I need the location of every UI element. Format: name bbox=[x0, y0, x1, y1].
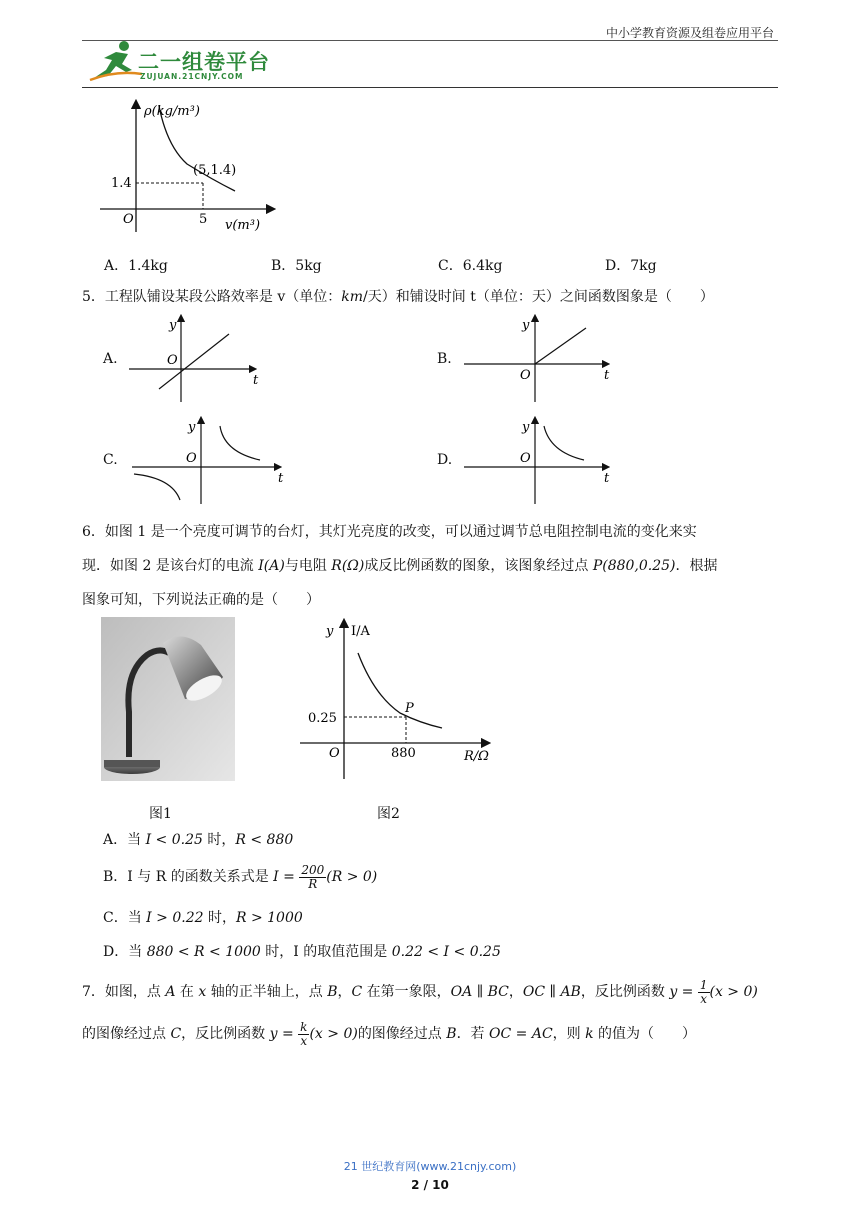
svg-text:O: O bbox=[520, 368, 531, 383]
q6-option-d[interactable]: D．当 880 < R < 1000 时，I 的取值范围是 0.22 < I < 0.25 bbox=[103, 944, 501, 960]
y-tick: 1.4 bbox=[111, 176, 132, 191]
origin-label: O bbox=[123, 212, 134, 227]
svg-text:y: y bbox=[522, 420, 530, 435]
x-tick: 880 bbox=[391, 746, 416, 761]
x-label: v(m³) bbox=[225, 218, 261, 233]
q4-option-d[interactable]: D．7kg bbox=[605, 258, 657, 274]
q5-graph-b[interactable] bbox=[460, 312, 620, 404]
q6-option-a[interactable]: A．当 I < 0.25 时，R < 880 bbox=[103, 832, 294, 848]
svg-text:t: t bbox=[604, 471, 610, 486]
q6-option-b[interactable]: B．I 与 R 的函数关系式是 I = $\frac{200}{R}$ (R > 0) bbox=[103, 862, 378, 891]
q5-graph-a[interactable] bbox=[125, 312, 270, 404]
fig2-caption: 图2 bbox=[377, 806, 400, 822]
q5-graph-c[interactable] bbox=[128, 414, 288, 506]
q5-option-c[interactable]: C. bbox=[103, 452, 118, 468]
svg-text:y: y bbox=[522, 318, 530, 333]
lamp-photo bbox=[101, 617, 235, 781]
header-divider bbox=[82, 87, 778, 88]
q5-graph-d[interactable] bbox=[460, 414, 620, 506]
q6-line3: 图象可知，下列说法正确的是（ ） bbox=[82, 592, 320, 608]
point-label: (5,1.4) bbox=[193, 163, 237, 178]
q6-line2: 现．如图 2 是该台灯的电流 I(A)与电阻 R(Ω)成反比例函数的图象，该图象经过点 P(880,0.25)．根据 bbox=[82, 558, 718, 574]
runner-logo-icon bbox=[86, 40, 146, 84]
logo-title: 二一组卷平台 bbox=[138, 50, 270, 74]
svg-text:t: t bbox=[604, 368, 610, 383]
q4-density-graph bbox=[95, 98, 285, 238]
svg-text:O: O bbox=[186, 451, 197, 466]
y-axis-label: I/A bbox=[351, 624, 370, 639]
svg-text:O: O bbox=[329, 746, 340, 761]
q6-line1: 6．如图 1 是一个亮度可调节的台灯，其灯光亮度的改变，可以通过调节总电阻控制电流的变化来实 bbox=[82, 524, 697, 540]
q5-question: 5．工程队铺设某段公路效率是 v（单位：km/天）和铺设时间 t（单位：天）之间函数图象是（ ） bbox=[82, 289, 714, 305]
q4-option-a[interactable]: A．1.4kg bbox=[104, 258, 168, 274]
platform-name: 中小学教育资源及组卷应用平台 bbox=[605, 26, 774, 40]
q4-option-c[interactable]: C．6.4kg bbox=[438, 258, 503, 274]
q5-option-b[interactable]: B. bbox=[437, 351, 452, 367]
footer-site[interactable]: 21 世纪教育网(www.21cnjy.com) bbox=[343, 1160, 517, 1173]
logo-subtitle: ZUJUAN.21CNJY.COM bbox=[140, 72, 244, 81]
x-axis-label: R/Ω bbox=[464, 749, 489, 764]
point-p: P bbox=[405, 701, 414, 716]
q6-option-c[interactable]: C．当 I > 0.22 时，R > 1000 bbox=[103, 910, 303, 926]
q6-current-resistance-graph bbox=[296, 617, 501, 783]
svg-text:y: y bbox=[326, 624, 334, 639]
q7-line1: 7．如图，点 A 在 x 轴的正半轴上，点 B，C 在第一象限，OA ∥ BC，OC ∥ AB，反比例函数 y = $\frac{1}{x}$ (x > 0) bbox=[82, 977, 758, 1006]
q4-option-b[interactable]: B．5kg bbox=[271, 258, 322, 274]
y-tick: 0.25 bbox=[308, 711, 337, 726]
svg-text:y: y bbox=[169, 318, 177, 333]
q5-option-a[interactable]: A. bbox=[103, 351, 118, 367]
svg-text:O: O bbox=[520, 451, 531, 466]
svg-text:y: y bbox=[188, 420, 196, 435]
q7-line2: 的图像经过点 C，反比例函数 y = $\frac{k}{x}$ (x > 0)的图像经过点 B．若 OC = AC，则 k 的值为（ ） bbox=[82, 1019, 697, 1048]
logo bbox=[86, 40, 286, 86]
x-tick: 5 bbox=[199, 212, 208, 227]
svg-text:O: O bbox=[167, 353, 178, 368]
fig1-caption: 图1 bbox=[149, 806, 172, 822]
page-number: 2 / 10 bbox=[411, 1178, 449, 1192]
y-label: ρ(kg/m³) bbox=[144, 104, 200, 119]
svg-text:t: t bbox=[253, 373, 259, 388]
q5-option-d[interactable]: D. bbox=[437, 452, 453, 468]
svg-text:t: t bbox=[278, 471, 284, 486]
